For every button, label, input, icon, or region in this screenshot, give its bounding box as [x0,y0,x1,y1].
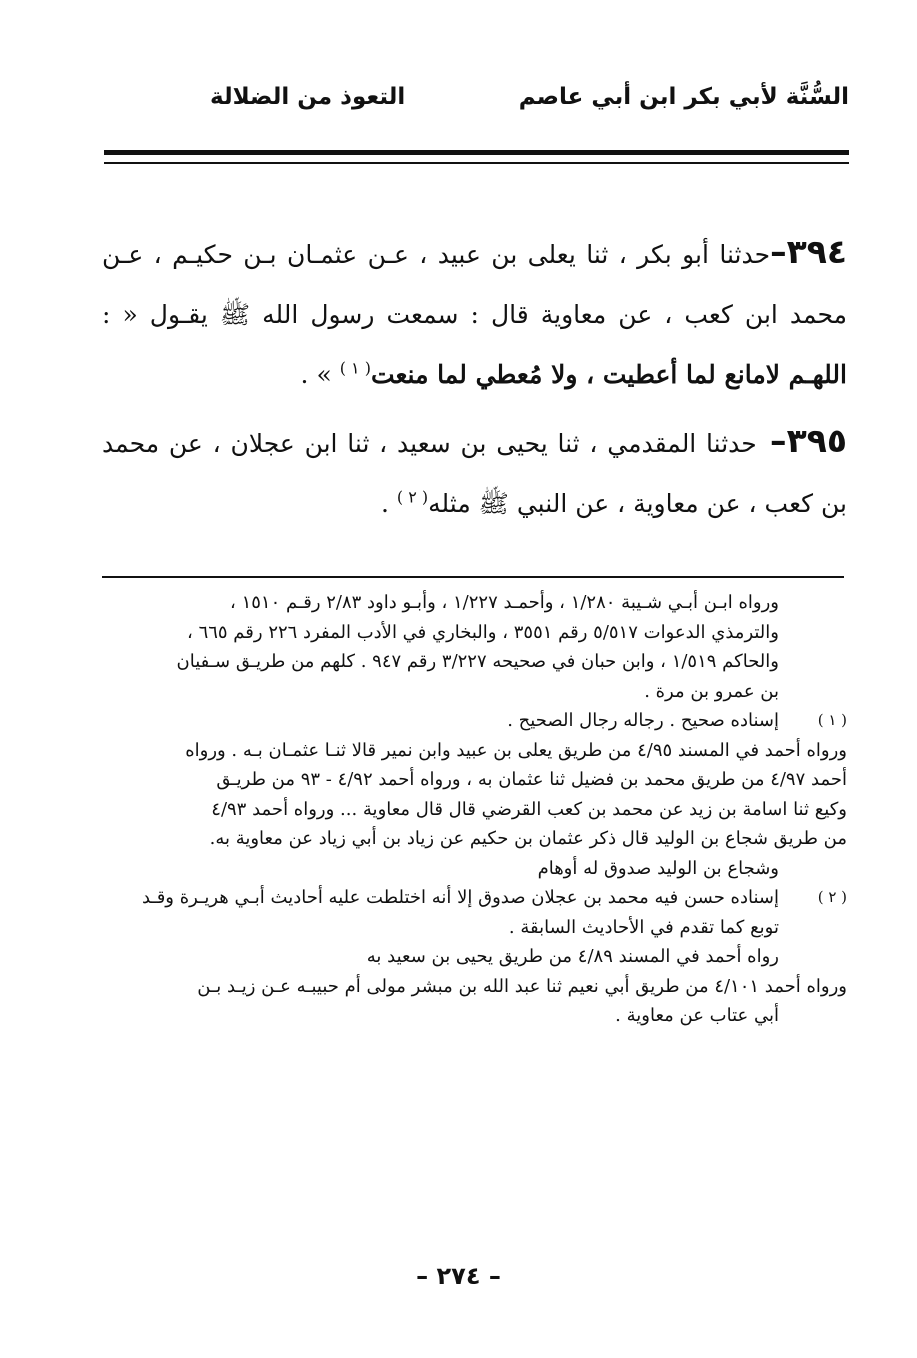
footnote-line: توبع كما تقدم في الأحاديث السابقة . [508,916,779,938]
footnote-mark: ( ٢ ) [817,888,847,906]
header-rule-thin [104,162,849,164]
footnote-line: ورواه أحمد في المسند ٤/٩٥ من طريق يعلى بن عبيد وابن نمير قالا ثنـا عثمـان بـه . ورواه [185,739,847,761]
hadith-dash: – [756,421,787,460]
footnote-line: إسناده صحيح . رجاله رجال الصحيح . [507,710,779,731]
footnote-line: وشجاع بن الوليد صدوق له أوهام [537,857,779,879]
running-header [100,84,849,124]
hadith-395 [102,411,847,534]
hadith-number: ٣٩٥ [786,421,847,460]
footnote-line: والترمذي الدعوات ٥/٥١٧ رقم ٣٥٥١ ، والبخاري في الأدب المفرد ٢٢٦ رقم ٦٦٥ ، [187,621,779,643]
page-number: – ٢٧٤ – [416,1262,501,1290]
chapter-title: التعوذ من الضلالة [210,84,406,110]
book-title: السُّنَّة لأبي بكر ابن أبي عاصم [518,84,849,110]
hadith-number: ٣٩٤ [786,232,847,271]
hadith-dash: – [770,232,787,271]
hadith-text-end: » . [300,360,340,389]
footnote-line: بن عمرو بن مرة . [644,680,779,702]
footnote-line: ورواه ابـن أبـي شـيبة ١/٢٨٠ ، وأحمـد ١/٢٢٧ ، وأبـو داود ٢/٨٣ رقـم ١٥١٠ ، [230,592,779,613]
main-text [102,222,847,534]
hadith-quote: اللهـم لامانع لما أعطيت ، ولا مُعطي لما منعت [370,360,847,389]
hadith-text-end: . [380,489,397,518]
footnote-line: والحاكم ١/٥١٩ ، وابن حبان في صحيحه ٣/٢٢٧ رقم ٩٤٧ . كلهم من طريـق سـفيان [176,651,779,672]
footnote-ref-2: ( ٢ ) [396,487,429,507]
footnote-line: ورواه أحمد ٤/١٠١ من طريق أبي نعيم ثنا عبد الله بن مبشر مولى أم حبيبـه عـن زيـد بـن [197,975,847,997]
footnote-line: من طريق شجاع بن الوليد قال ذكر عثمان بن حكيم عن زياد بن أبي زياد عن معاوية به. [209,828,847,849]
footnote-line: وكيع ثنا اسامة بن زيد عن محمد بن كعب القرضي قال قال معاوية ... ورواه أحمد ٤/٩٣ [211,798,847,820]
footnote-1 [100,706,847,736]
footnotes [100,588,847,1031]
footnote-intro [100,588,847,706]
footnote-separator [102,576,844,578]
footnote-line: رواه أحمد في المسند ٤/٨٩ من طريق يحيى بن سعيد به [366,946,779,967]
footnote-line: أبي عتاب عن معاوية . [615,1005,779,1026]
hadith-text: حدثنا أبو بكر ، ثنا يعلى بن عبيد ، عـن عثمـان بـن حكيـم ، عـن محمد ابن كعب ، عن معاوية قال : سمعت رسول الله ﷺ يقـول « : [102,240,847,329]
hadith-394 [102,222,847,405]
header-rule-thick [104,150,849,155]
footnote-2 [100,883,847,972]
footnote-line: أحمد ٤/٩٧ من طريق محمد بن فضيل ثنا عثمان به ، ورواه أحمد ٤/٩٢ - ٩٣ من طريـق [216,769,847,790]
footnote-1-body [100,736,847,884]
hadith-text: حدثنا المقدمي ، ثنا يحيى بن سعيد ، ثنا ابن عجلان ، عن محمد بن كعب ، عن معاوية ، عن النبي ﷺ مثله [102,429,847,518]
footnote-ref-1: ( ١ ) [339,358,371,378]
footnote-2-body [100,972,847,1031]
footnote-mark: ( ١ ) [817,711,847,729]
footnote-line: إسناده حسن فيه محمد بن عجلان صدوق إلا أنه اختلطت عليه أحاديث أبـي هريـرة وقـد [141,887,779,908]
